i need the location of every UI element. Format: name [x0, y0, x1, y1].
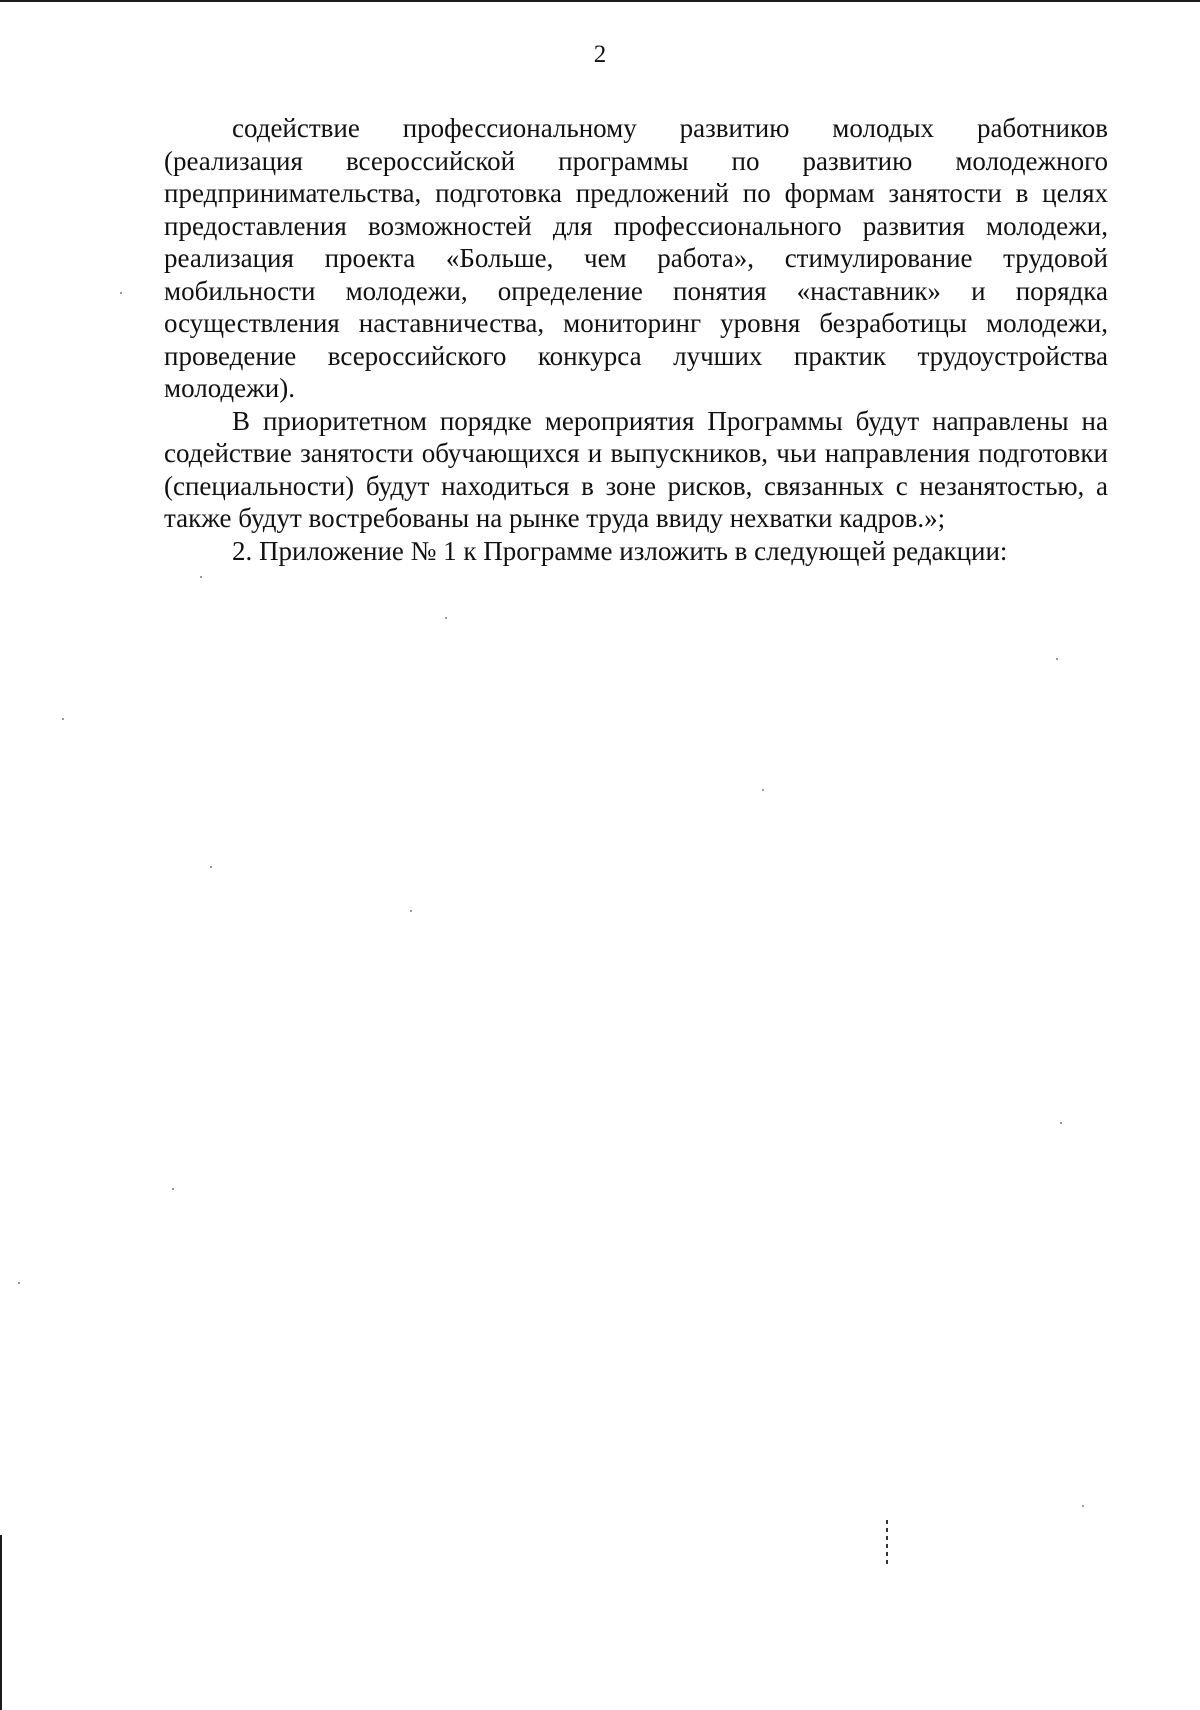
page-number: 2 [593, 41, 607, 68]
scan-speck [410, 910, 412, 912]
scan-speck [18, 1282, 20, 1284]
scan-speck [210, 866, 212, 868]
paragraph-professional-development: содействие профессиональному развитию молодых работников (реализация всероссийской программы по развитию молодежного предпринимательства, подготовка предложений по формам занятости в целях предоставления возможностей для профессионального развития молодежи, реализация проекта «Больше, чем работа», стимулирование трудовой мобильности молодежи, определение понятия «наставник» и порядка осуществления наставничества, мониторинг уровня безработицы молодежи, проведение всероссийского конкурса лучших практик трудоустройства молодежи). [164, 113, 1108, 403]
scan-top-border [0, 0, 1200, 2]
paragraph-appendix-item: 2. Приложение № 1 к Программе изложить в следующей редакции: [232, 535, 1008, 566]
scan-speck [445, 617, 447, 619]
scan-speck [1060, 1122, 1062, 1124]
document-body [164, 112, 1108, 567]
scan-speck [762, 789, 764, 791]
scan-left-edge [0, 1535, 2, 1710]
scan-speck [1082, 1505, 1084, 1507]
scan-speck [62, 718, 64, 720]
scan-artifact-dashes [886, 1520, 888, 1564]
scan-speck [172, 1188, 174, 1190]
scan-speck [200, 576, 202, 578]
scan-speck [1056, 658, 1058, 660]
scan-speck [120, 292, 122, 294]
paragraph-priority-measures: В приоритетном порядке мероприятия Программы будут направлены на содействие занятости обучающихся и выпускников, чьи направления подготовки (специальности) будут находиться в зоне рисков, связанных с незанятостью, а также будут востребованы на рынке труда ввиду нехватки кадров.»; [164, 405, 1108, 533]
